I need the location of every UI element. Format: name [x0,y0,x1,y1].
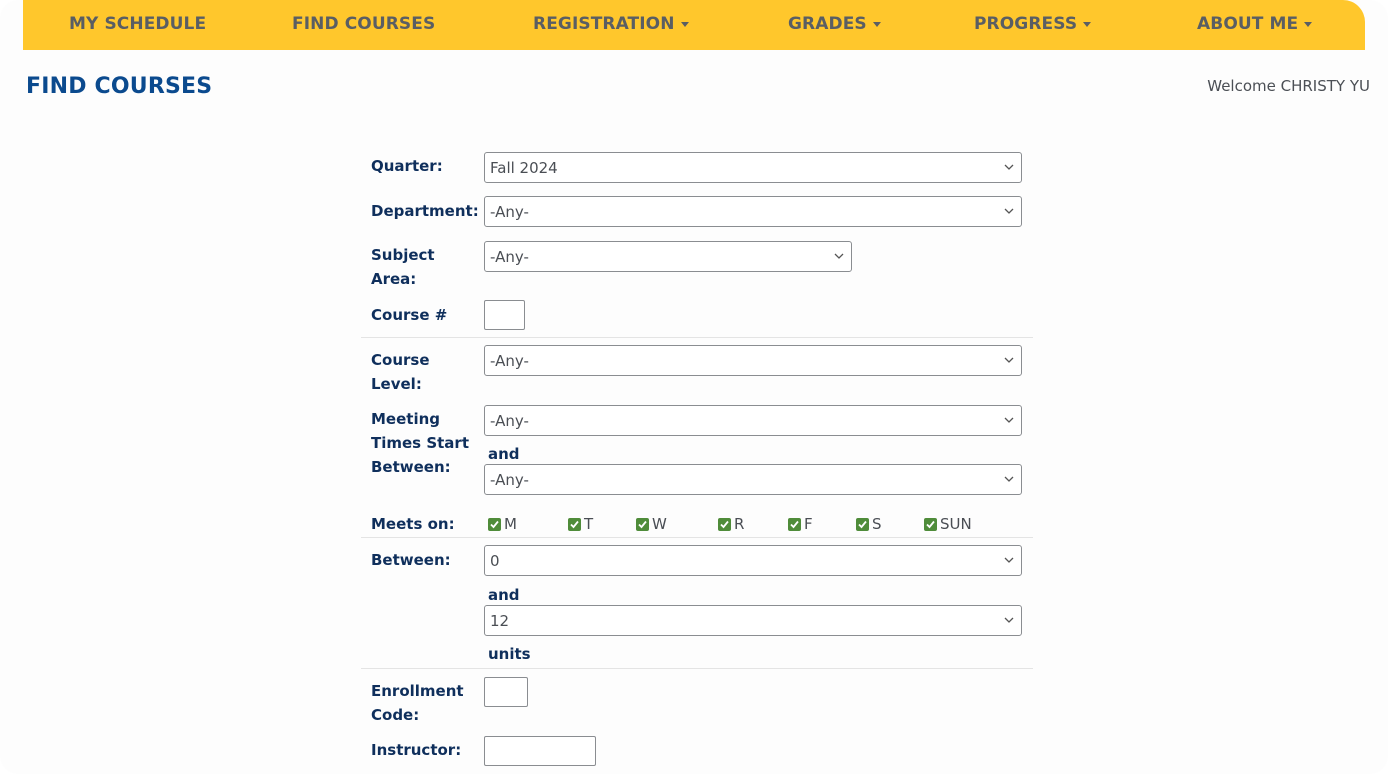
course-level-label-line1: Course [371,351,430,369]
chevron-down-icon [1003,205,1015,217]
day-checkbox-s[interactable] [856,514,882,534]
chevron-down-icon [1003,554,1015,566]
course-level-select-value: -Any- [490,352,529,370]
day-label: SUN [940,515,972,533]
meeting-times-label-line1: Meeting [371,410,441,428]
checkbox-checked-icon [856,518,869,531]
course-level-label [371,348,430,396]
nav-progress[interactable] [974,14,1091,38]
nav-grades[interactable] [788,14,881,38]
course-level-select[interactable] [484,345,1022,376]
meeting-start-select[interactable] [484,405,1022,436]
day-checkbox-r[interactable] [718,514,744,534]
checkbox-checked-icon [568,518,581,531]
caret-down-icon [873,22,881,27]
nav-grades-label: GRADES [788,14,867,34]
nav-about-me-label: ABOUT ME [1197,14,1299,34]
divider [361,537,1033,538]
caret-down-icon [1304,22,1312,27]
checkbox-checked-icon [488,518,501,531]
day-label: T [584,515,594,533]
checkbox-checked-icon [788,518,801,531]
department-select[interactable] [484,196,1022,227]
subject-area-label-line1: Subject [371,246,435,264]
nav-find-courses-label: FIND COURSES [292,14,436,34]
day-checkbox-f[interactable] [788,514,813,534]
day-label: F [804,515,813,533]
divider [361,337,1033,338]
top-navbar [23,0,1365,50]
nav-about-me[interactable] [1197,14,1312,38]
meeting-end-select-value: -Any- [490,471,529,489]
nav-registration-label: REGISTRATION [533,14,675,34]
course-number-input[interactable] [484,300,525,330]
enrollment-code-label-line1: Enrollment [371,682,464,700]
units-min-select-value: 0 [490,552,500,570]
course-level-label-line2: Level: [371,375,422,393]
checkbox-checked-icon [636,518,649,531]
department-label: Department: [371,202,479,220]
nav-my-schedule-label: MY SCHEDULE [69,14,207,34]
enrollment-code-input[interactable] [484,677,528,707]
day-label: R [734,515,745,533]
day-checkbox-sun[interactable] [924,514,972,534]
department-select-value: -Any- [490,203,529,221]
meeting-times-label-line2: Times Start [371,434,469,452]
caret-down-icon [681,22,689,27]
day-label: M [504,515,517,533]
checkbox-checked-icon [924,518,937,531]
chevron-down-icon [1003,354,1015,366]
meeting-end-select[interactable] [484,464,1022,495]
nav-find-courses[interactable] [292,14,435,38]
subject-area-select[interactable] [484,241,852,272]
units-between-label: Between: [371,551,451,569]
quarter-select[interactable] [484,152,1022,183]
chevron-down-icon [1003,614,1015,626]
nav-registration[interactable] [533,14,689,38]
units-label: units [488,645,531,663]
nav-progress-label: PROGRESS [974,14,1078,34]
welcome-text: Welcome CHRISTY YU [1207,77,1370,95]
day-label: W [652,515,667,533]
subject-area-label-line2: Area: [371,270,417,288]
meeting-start-select-value: -Any- [490,412,529,430]
enrollment-code-label-line2: Code: [371,706,420,724]
subject-area-label [371,243,435,291]
units-min-select[interactable] [484,545,1022,576]
day-label: S [872,515,882,533]
meets-on-label: Meets on: [371,515,455,533]
caret-down-icon [1083,22,1091,27]
instructor-label: Instructor: [371,741,462,759]
chevron-down-icon [1003,473,1015,485]
instructor-input[interactable] [484,736,596,766]
meeting-and-label: and [488,445,520,463]
chevron-down-icon [1003,161,1015,173]
units-max-select-value: 12 [490,612,510,630]
enrollment-code-label [371,679,464,727]
day-checkbox-w[interactable] [636,514,667,534]
quarter-label: Quarter: [371,157,443,175]
subject-area-select-value: -Any- [490,248,529,266]
chevron-down-icon [833,250,845,262]
chevron-down-icon [1003,414,1015,426]
divider [361,668,1033,669]
course-number-label: Course # [371,306,448,324]
page-title: FIND COURSES [26,74,213,99]
units-max-select[interactable] [484,605,1022,636]
nav-my-schedule[interactable] [69,14,206,38]
units-and-label: and [488,586,520,604]
meeting-times-label [371,407,469,479]
quarter-select-value: Fall 2024 [490,159,558,177]
meeting-times-label-line3: Between: [371,458,451,476]
day-checkbox-m[interactable] [488,514,517,534]
checkbox-checked-icon [718,518,731,531]
day-checkbox-t[interactable] [568,514,593,534]
